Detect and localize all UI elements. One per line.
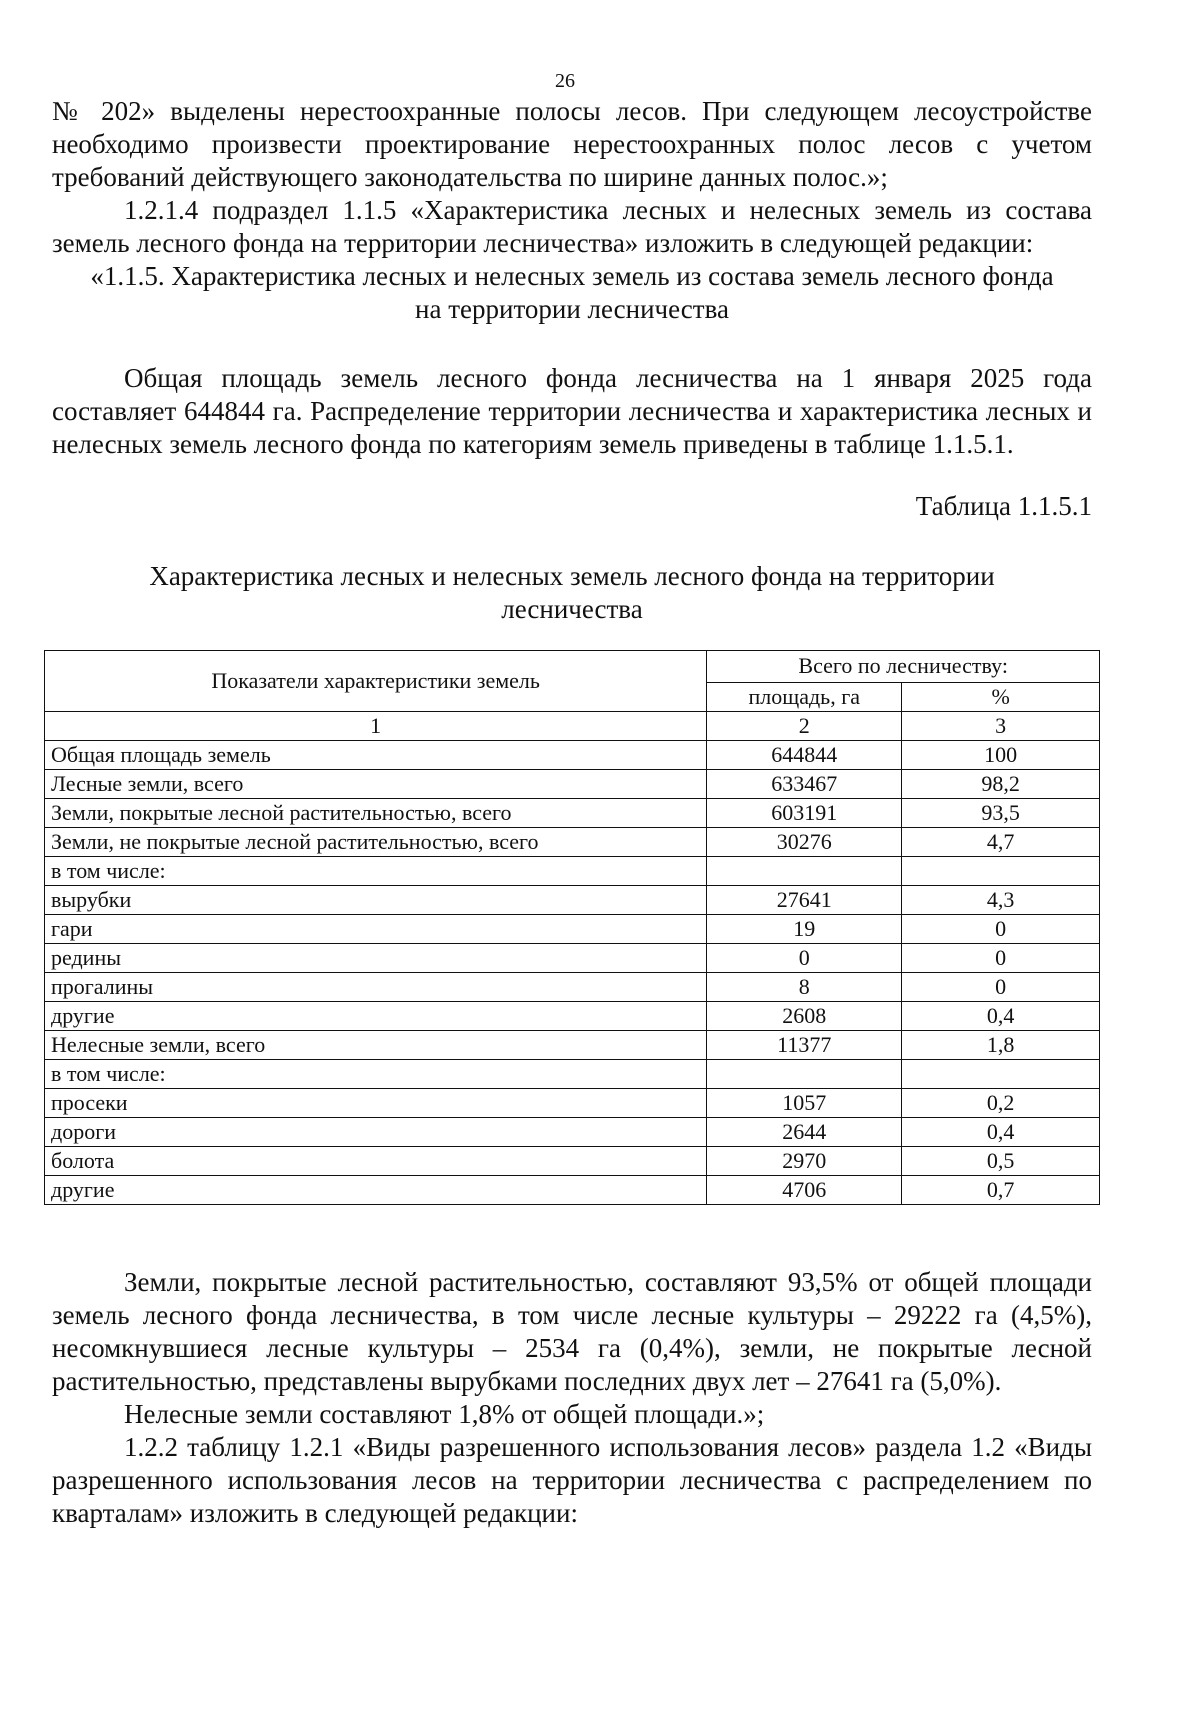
row-percent: 100 [902, 741, 1100, 770]
after-table-text [52, 1266, 1092, 1530]
row-percent: 0,5 [902, 1147, 1100, 1176]
index-cell: 2 [707, 712, 902, 741]
row-label: Нелесные земли, всего [45, 1031, 707, 1060]
top-text [52, 95, 1092, 260]
row-percent: 0,2 [902, 1089, 1100, 1118]
index-cell: 3 [902, 712, 1100, 741]
row-area [707, 857, 902, 886]
table-row [45, 1089, 1100, 1118]
row-area: 2608 [707, 1002, 902, 1031]
table-row [45, 1002, 1100, 1031]
row-label: болота [45, 1147, 707, 1176]
row-label: Земли, покрытые лесной растительностью, всего [45, 799, 707, 828]
row-area: 19 [707, 915, 902, 944]
row-percent [902, 1060, 1100, 1089]
row-label: дороги [45, 1118, 707, 1147]
row-percent [902, 857, 1100, 886]
header-indicators: Показатели характеристики земель [45, 651, 707, 712]
table-title-line1: Характеристика лесных и нелесных земель лесного фонда на территории [149, 561, 995, 591]
row-label: гари [45, 915, 707, 944]
table-row [45, 973, 1100, 1002]
row-area: 633467 [707, 770, 902, 799]
row-label: Лесные земли, всего [45, 770, 707, 799]
row-label: вырубки [45, 886, 707, 915]
row-percent: 93,5 [902, 799, 1100, 828]
page-number: 26 [555, 70, 575, 92]
row-percent: 0,4 [902, 1002, 1100, 1031]
table-row [45, 886, 1100, 915]
table-row [45, 828, 1100, 857]
row-label: Общая площадь земель [45, 741, 707, 770]
row-label: просеки [45, 1089, 707, 1118]
row-area: 2644 [707, 1118, 902, 1147]
row-area: 644844 [707, 741, 902, 770]
row-percent: 0 [902, 944, 1100, 973]
header-percent: % [902, 682, 1100, 711]
row-area: 8 [707, 973, 902, 1002]
row-label: другие [45, 1176, 707, 1205]
row-percent: 0,7 [902, 1176, 1100, 1205]
table-index-row [45, 712, 1100, 741]
table-row [45, 1060, 1100, 1089]
row-percent: 4,3 [902, 886, 1100, 915]
row-label: в том числе: [45, 857, 707, 886]
header-total-forestry: Всего по лесничеству: [707, 651, 1100, 683]
row-label: редины [45, 944, 707, 973]
table-title [52, 560, 1092, 626]
row-area: 2970 [707, 1147, 902, 1176]
row-area: 0 [707, 944, 902, 973]
row-label: прогалины [45, 973, 707, 1002]
row-area: 30276 [707, 828, 902, 857]
table-row [45, 770, 1100, 799]
general-paragraph: Общая площадь земель лесного фонда лесничества на 1 января 2025 года составляет 644844 га. Распределение территории лесничества и характеристика лесных и нелесных земель лесного фонда по категориям земель приведены в таблице 1.1.5.1. [52, 363, 1092, 459]
table-label-block [52, 490, 1092, 523]
section-heading [52, 260, 1092, 326]
row-area: 603191 [707, 799, 902, 828]
table-row [45, 799, 1100, 828]
row-area: 4706 [707, 1176, 902, 1205]
row-percent: 0,4 [902, 1118, 1100, 1147]
section-heading-line1: «1.1.5. Характеристика лесных и нелесных земель из состава земель лесного фонда [90, 261, 1054, 291]
nonforest-paragraph: Нелесные земли составляют 1,8% от общей площади.»; [124, 1399, 765, 1429]
row-area: 27641 [707, 886, 902, 915]
summary-paragraph: Земли, покрытые лесной растительностью, составляют 93,5% от общей площади земель лесного фонда лесничества, в том числе лесные культуры – 29222 га (4,5%), несомкнувшиеся лесные культуры – 2534 га (0,4%), земли, не покрытые лесной растительностью, представлены вырубками последних двух лет – 27641 га (5,0%). [52, 1267, 1092, 1396]
header-area: площадь, га [707, 682, 902, 711]
row-percent: 0 [902, 973, 1100, 1002]
table-row [45, 944, 1100, 973]
index-cell: 1 [45, 712, 707, 741]
table-row [45, 1147, 1100, 1176]
general-text [52, 362, 1092, 461]
table-row [45, 1176, 1100, 1205]
row-area [707, 1060, 902, 1089]
row-label: Земли, не покрытые лесной растительностью, всего [45, 828, 707, 857]
land-characteristics-table [44, 650, 1100, 1205]
row-area: 1057 [707, 1089, 902, 1118]
intro-paragraph: № 202» выделены нерестоохранные полосы лесов. При следующем лесоустройстве необходимо произвести проектирование нерестоохранных полос лесов с учетом требований действующего законодательства по ширине данных полос.»; [52, 96, 1092, 192]
row-area: 11377 [707, 1031, 902, 1060]
table-title-line2: лесничества [501, 594, 643, 624]
table-row [45, 1118, 1100, 1147]
row-percent: 98,2 [902, 770, 1100, 799]
row-label: другие [45, 1002, 707, 1031]
table-row [45, 741, 1100, 770]
table-row [45, 915, 1100, 944]
table-row [45, 857, 1100, 886]
amendment-paragraph: 1.2.1.4 подраздел 1.1.5 «Характеристика лесных и нелесных земель из состава земель лесного фонда на территории лесничества» изложить в следующей редакции: [52, 195, 1092, 258]
table-row [45, 1031, 1100, 1060]
row-percent: 0 [902, 915, 1100, 944]
row-percent: 1,8 [902, 1031, 1100, 1060]
amendment2-paragraph: 1.2.2 таблицу 1.2.1 «Виды разрешенного использования лесов» раздела 1.2 «Виды разрешенного использования лесов на территории лесничества с распределением по кварталам» изложить в следующей редакции: [52, 1432, 1092, 1528]
row-percent: 4,7 [902, 828, 1100, 857]
section-heading-line2: на территории лесничества [415, 294, 729, 324]
table-label: Таблица 1.1.5.1 [915, 491, 1092, 521]
row-label: в том числе: [45, 1060, 707, 1089]
